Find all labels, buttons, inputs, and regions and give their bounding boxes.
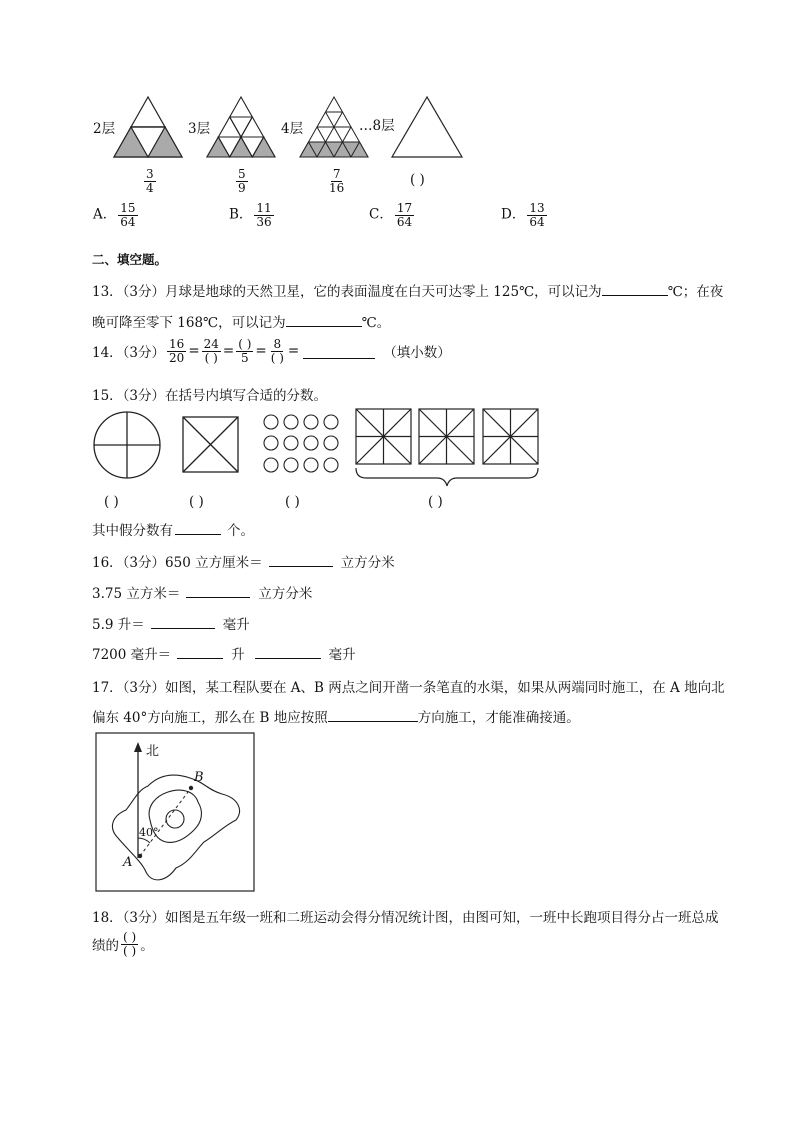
option-a[interactable]: A． $\frac{15}{64}$ (93, 201, 136, 229)
q18-frac[interactable]: $\frac{( )}{( )}$ (123, 930, 137, 958)
q14-frac-2: $\frac{24}{( )}$ (203, 337, 219, 365)
q17-line1: 17．（3分）如图，某工程队要在 A、B 两点之间开凿一条笔直的水渠，如果从两端同时施工，在 A 地向北 (92, 680, 725, 696)
point-a-label: A (123, 855, 133, 870)
q15-tail: 其中假分数有 个。 (92, 519, 254, 539)
q18-line2: 绩的 $\frac{( )}{( )}$ 。 (92, 930, 154, 958)
q15-paren-4[interactable]: ( ) (428, 494, 443, 510)
q15-paren-1[interactable]: ( ) (104, 494, 119, 510)
option-d[interactable]: D． $\frac{13}{64}$ (501, 201, 545, 229)
q17-line2: 偏东 40°方向施工，那么在 B 地应按照 方向施工，才能准确接通。 (92, 706, 580, 726)
option-b[interactable]: B． $\frac{11}{36}$ (229, 201, 272, 229)
q13-line2: 晚可降至零下 168℃，可以记为 ℃。 (92, 311, 390, 331)
answer-paren: ( ) (410, 172, 425, 188)
q16-line3: 5.9 升＝ 毫升 (92, 613, 250, 633)
angle-label: 40° (139, 826, 159, 839)
q14-line: 14．（3分） $\frac{16}{20}$ = $\frac{24}{( )}$ = $\frac{( )}{5}$ = $\frac{8}{( )}$ = （填小数） (92, 337, 451, 365)
layer-label-4: 4层 (281, 121, 304, 137)
layer-label-3: 3层 (188, 121, 211, 137)
q14-frac-3: $\frac{( )}{5}$ (238, 337, 252, 365)
q15-paren-2[interactable]: ( ) (189, 494, 204, 510)
layer-label-2: 2层 (93, 121, 116, 137)
north-label: 北 (146, 744, 160, 759)
section-title: 二、填空题。 (92, 252, 168, 267)
layer-label-8: …8层 (359, 118, 395, 134)
point-b-label: B (194, 770, 204, 785)
q18-line1: 18．（3分）如图是五年级一班和二班运动会得分情况统计图，由图可知，一班中长跑项目得分占一班总成 (92, 910, 719, 926)
q16-line4: 7200 毫升＝ 升 毫升 (92, 643, 356, 663)
fraction-7-16: $\frac{7}{16}$ (329, 167, 345, 195)
option-c[interactable]: C． $\frac{17}{64}$ (369, 201, 413, 229)
q16-line2: 3.75 立方米＝ 立方分米 (92, 582, 312, 602)
q13-line1: 13．（3分）月球是地球的天然卫星，它的表面温度在白天可达零上 125℃，可以记为 ℃；在夜 (92, 280, 723, 300)
fraction-5-9: $\frac{5}{9}$ (238, 167, 246, 195)
q15-line: 15．（3分）在括号内填写合适的分数。 (92, 388, 328, 404)
q14-frac-1: $\frac{16}{20}$ (169, 337, 185, 365)
fraction-3-4: $\frac{3}{4}$ (146, 167, 154, 195)
q16-line1: 16．（3分）650 立方厘米＝ 立方分米 (92, 551, 395, 571)
q15-paren-3[interactable]: ( ) (285, 494, 300, 510)
q14-frac-4: $\frac{8}{( )}$ (270, 337, 284, 365)
